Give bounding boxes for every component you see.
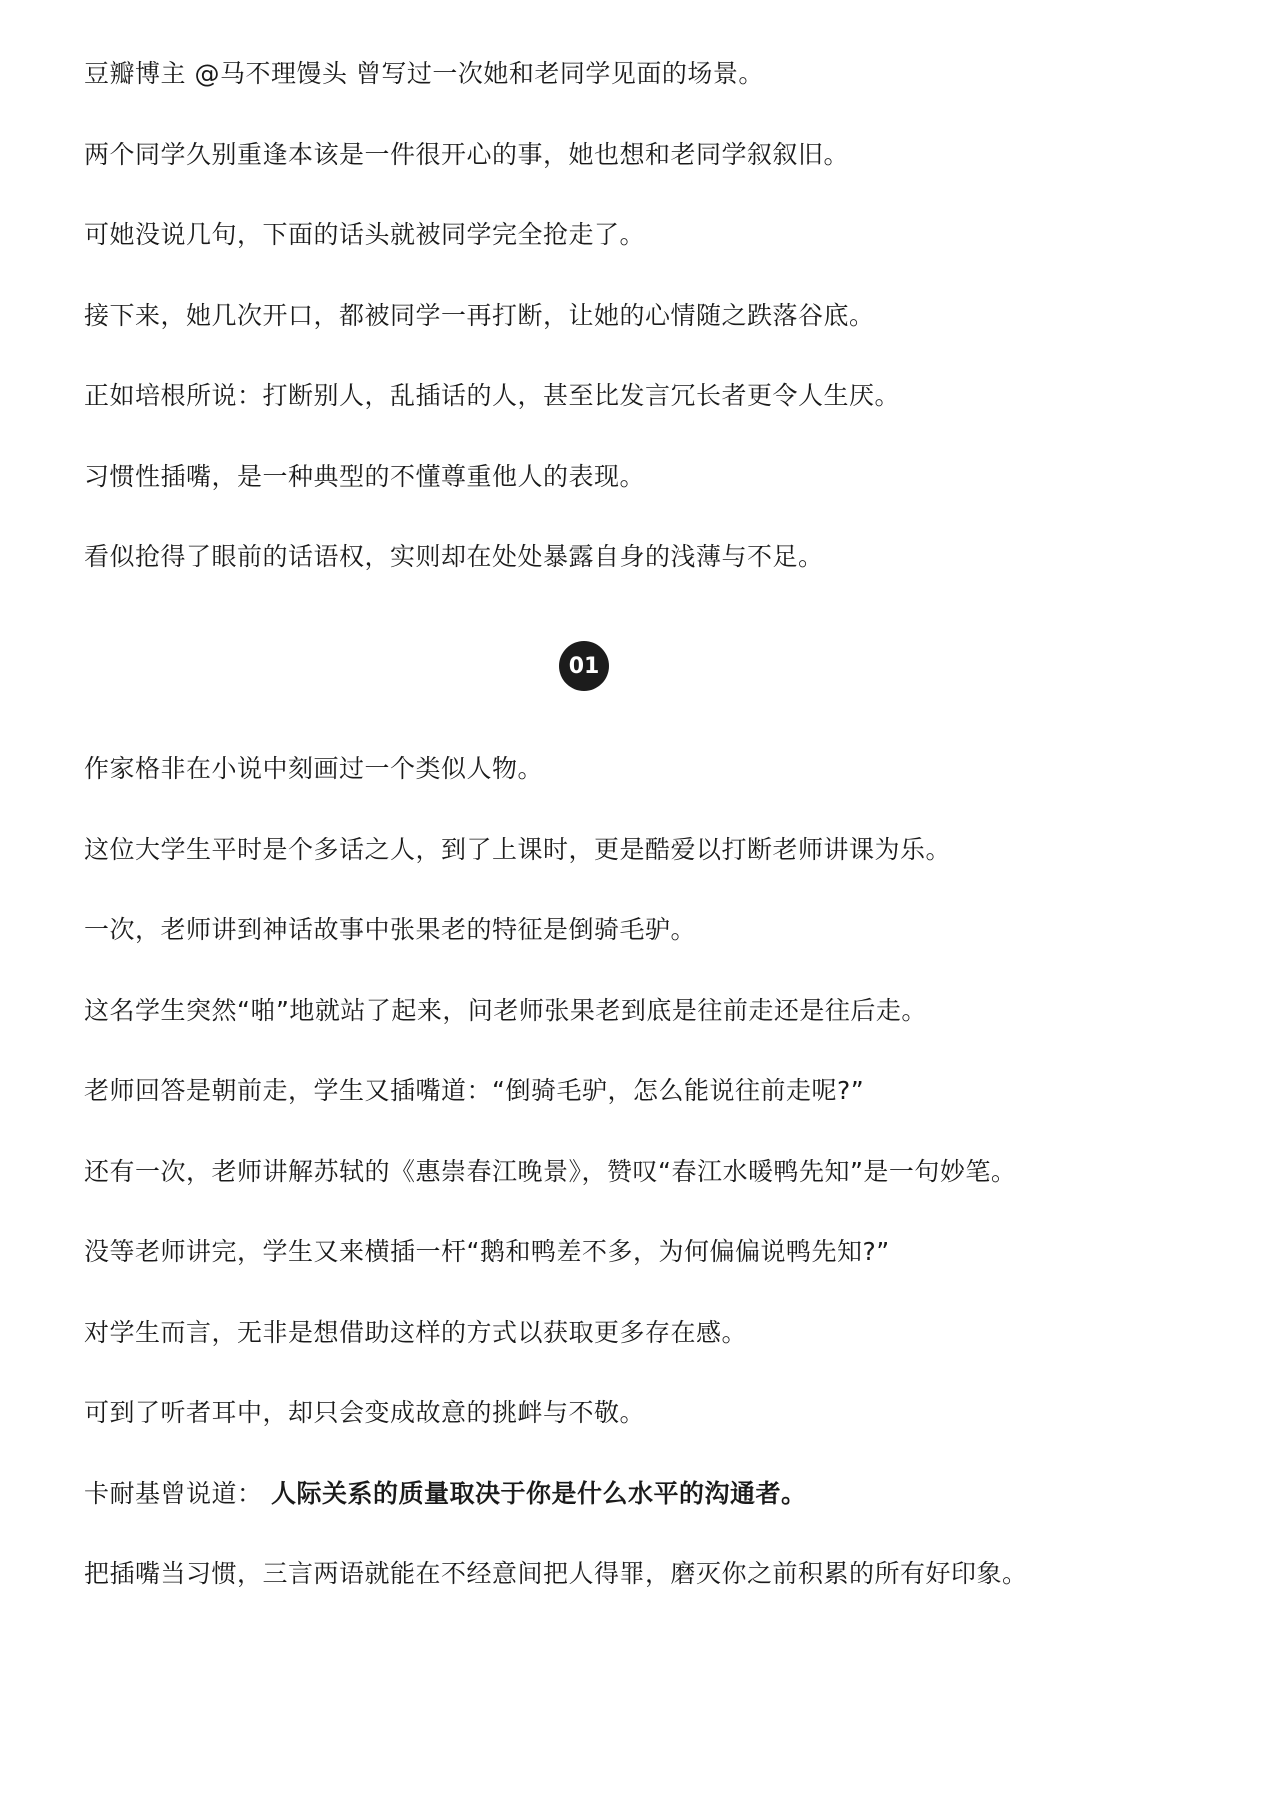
article-body bbox=[84, 58, 1204, 1590]
intro-paragraph-3: 可她没说几句，下面的话头就被同学完全抢走了。 bbox=[84, 220, 646, 249]
intro-paragraph-1: 豆瓣博主 @马不理馒头 曾写过一次她和老同学见面的场景。 bbox=[84, 59, 764, 88]
intro-paragraph-6: 习惯性插嘴，是一种典型的不懂尊重他人的表现。 bbox=[84, 461, 646, 491]
section-paragraph-2: 这位大学生平时是个多话之人，到了上课时，更是酷爱以打断老师讲课为乐。 bbox=[84, 834, 952, 864]
section-paragraph-9: 可到了听者耳中，却只会变成故意的挑衅与不敬。 bbox=[84, 1398, 646, 1427]
section-paragraph-1: 作家格非在小说中刻画过一个类似人物。 bbox=[84, 754, 544, 783]
intro-paragraph-2: 两个同学久别重逢本该是一件很开心的事，她也想和老同学叙叙旧。 bbox=[84, 139, 850, 169]
section-paragraph-5: 老师回答是朝前走，学生又插嘴道：“倒骑毛驴，怎么能说往前走呢?” bbox=[84, 1076, 865, 1105]
section-paragraph-3: 一次，老师讲到神话故事中张果老的特征是倒骑毛驴。 bbox=[84, 915, 697, 944]
section-paragraph-7: 没等老师讲完，学生又来横插一杆“鹅和鸭差不多，为何偏偏说鸭先知?” bbox=[84, 1237, 890, 1266]
quote-paragraph bbox=[84, 1478, 1204, 1510]
section-01-content bbox=[84, 753, 1204, 1590]
section-paragraph-8: 对学生而言，无非是想借助这样的方式以获取更多存在感。 bbox=[84, 1317, 748, 1347]
intro-paragraph-4: 接下来，她几次开口，都被同学一再打断，让她的心情随之跌落谷底。 bbox=[84, 300, 875, 330]
intro-paragraph-7: 看似抢得了眼前的话语权，实则却在处处暴露自身的浅薄与不足。 bbox=[84, 542, 824, 571]
section-paragraph-6: 还有一次，老师讲解苏轼的《惠崇春江晚景》，赞叹“春江水暖鸭先知”是一句妙笔。 bbox=[84, 1156, 1017, 1186]
quote-lead: 卡耐基曾说道： bbox=[84, 1478, 263, 1508]
intro-paragraph-5: 正如培根所说：打断别人，乱插话的人，甚至比发言冗长者更令人生厌。 bbox=[84, 381, 901, 410]
section-number-badge: 01 bbox=[559, 641, 609, 691]
quote-emphasis: 人际关系的质量取决于你是什么水平的沟通者。 bbox=[270, 1478, 807, 1508]
section-paragraph-4: 这名学生突然“啪”地就站了起来，问老师张果老到底是往前走还是往后走。 bbox=[84, 995, 927, 1025]
closing-paragraph: 把插嘴当习惯，三言两语就能在不经意间把人得罪，磨灭你之前积累的所有好印象。 bbox=[84, 1559, 1028, 1588]
